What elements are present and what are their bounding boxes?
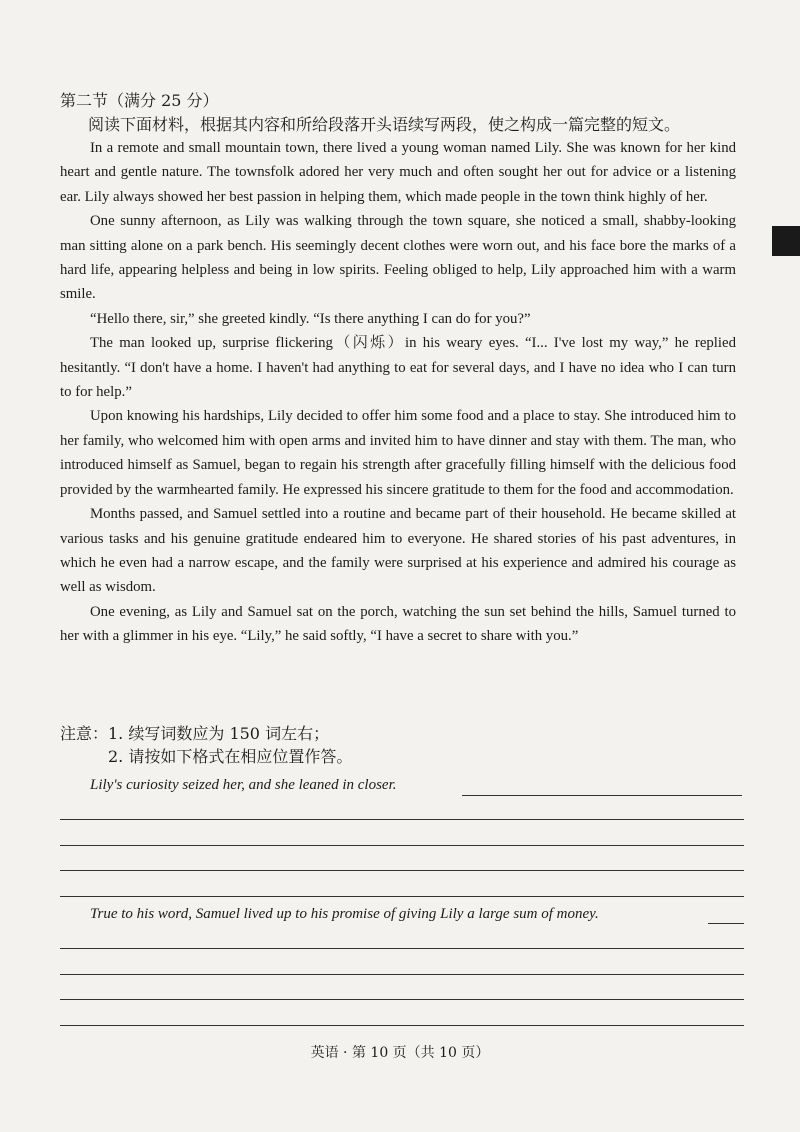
- passage-paragraph-7: One evening, as Lily and Samuel sat on the porch, watching the sun set behind the hills, Samuel turned to her with a glimmer in his eye. “Lily,” he said softly, “I have a secret to share with you.”: [60, 603, 736, 645]
- answer-line-1-inline[interactable]: [462, 795, 742, 796]
- reading-passage: [60, 136, 736, 649]
- answer-line-2d[interactable]: [60, 1025, 744, 1026]
- passage-paragraph-6: Months passed, and Samuel settled into a routine and became part of their household. He became skilled at various tasks and his genuine gratitude endeared him to everyone. He shared stories of his past adventures, in which he even had a narrow escape, and the family were surprised at his experience and admired his courage as well as wisdom.: [60, 506, 736, 596]
- passage-paragraph-4: The man looked up, surprise flickering（闪烁）in his weary eyes. “I... I've lost my way,” he replied hesitantly. “I don't have a home. I haven't had anything to eat for several days, and I have no idea who I can turn to for help.”: [60, 335, 736, 401]
- notes: [60, 722, 352, 768]
- answer-line-1c[interactable]: [60, 870, 744, 871]
- note-answer-format: 2. 请按如下格式在相应位置作答。: [108, 747, 353, 766]
- answer-line-2-inline[interactable]: [708, 923, 744, 924]
- note-word-count: 注意：1. 续写词数应为 150 词左右；: [60, 724, 330, 743]
- paragraph-2-opening: True to his word, Samuel lived up to his promise of giving Lily a large sum of money.: [90, 906, 599, 922]
- passage-paragraph-1: In a remote and small mountain town, there lived a young woman named Lily. She was known for her kind heart and gentle nature. The townsfolk adored her very much and often sought her out for advice or a listening ear. Lily always showed her best passion in helping them, which made people in the town think highly of her.: [60, 140, 736, 205]
- answer-line-2b[interactable]: [60, 974, 744, 975]
- answer-line-1b[interactable]: [60, 845, 744, 846]
- section-title: 第二节（满分 25 分）: [60, 91, 219, 110]
- answer-line-1a[interactable]: [60, 819, 744, 820]
- page-edge-tab: [772, 226, 800, 256]
- answer-line-1d[interactable]: [60, 896, 744, 897]
- answer-line-2c[interactable]: [60, 999, 744, 1000]
- passage-paragraph-5: Upon knowing his hardships, Lily decided to offer him some food and a place to stay. She introduced him to her family, who welcomed him with open arms and invited him to have dinner and stay with them. The man, who introduced himself as Samuel, began to regain his strength after gracefully filling himself with the delicious food provided by the warmhearted family. He expressed his sincere gratitude to them for the food and accommodation.: [60, 408, 736, 498]
- page-footer: 英语 · 第 10 页（共 10 页）: [310, 1045, 490, 1061]
- paragraph-1-opening: Lily's curiosity seized her, and she leaned in closer.: [90, 777, 397, 793]
- passage-paragraph-2: One sunny afternoon, as Lily was walking through the town square, she noticed a small, shabby-looking man sitting alone on a park bench. His seemingly decent clothes were worn out, and his face bore the marks of a hard life, appearing helpless and being in low spirits. Feeling obliged to help, Lily approached him with a warm smile.: [60, 213, 736, 303]
- answer-line-2a[interactable]: [60, 948, 744, 949]
- passage-paragraph-3: “Hello there, sir,” she greeted kindly. “Is there anything I can do for you?”: [90, 310, 531, 327]
- task-instruction: 阅读下面材料，根据其内容和所给段落开头语续写两段，使之构成一篇完整的短文。: [88, 115, 681, 134]
